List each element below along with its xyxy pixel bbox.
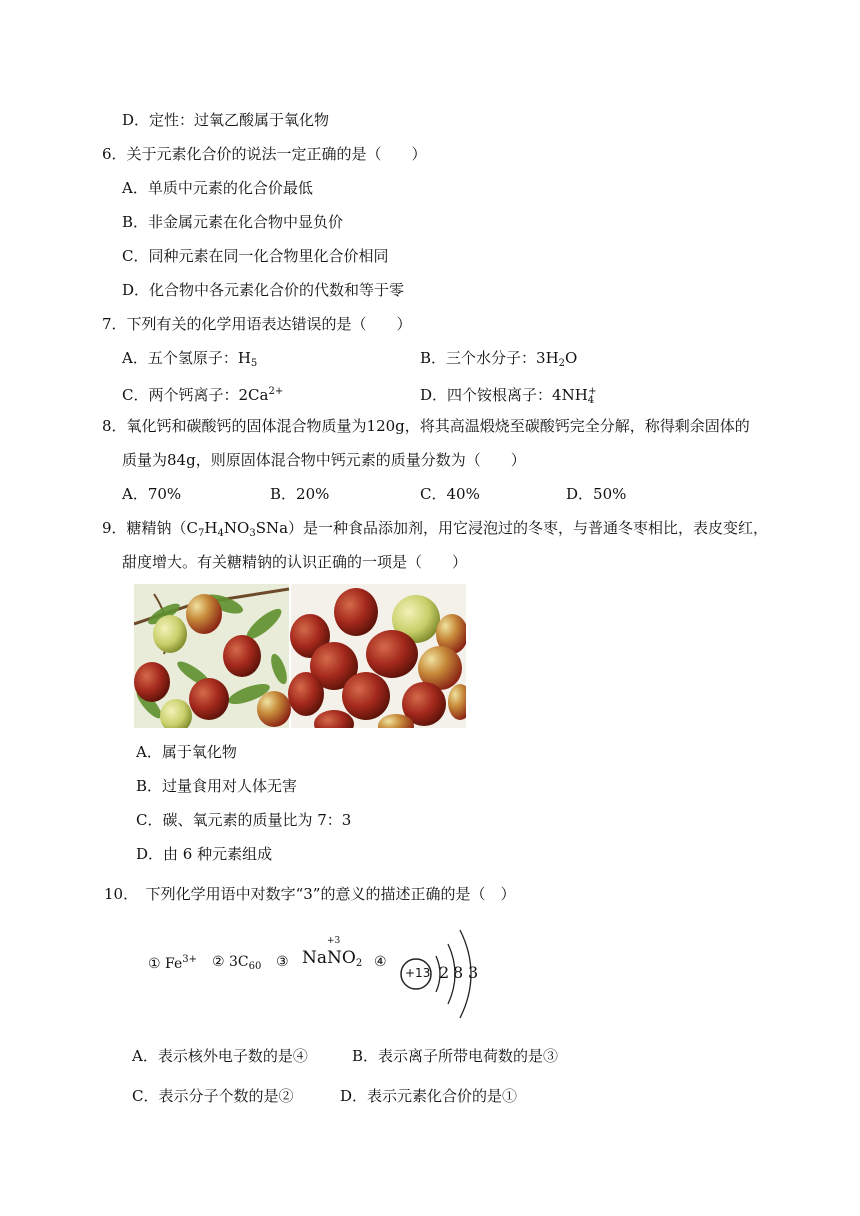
q10-option-d: D．表示元素化合价的是①: [340, 1087, 518, 1105]
shell-2-electrons: 8: [453, 963, 464, 982]
q5-option-d: D．定性：过氧乙酸属于氧化物: [122, 111, 330, 129]
q7-option-d: D．四个铵根离子：$4NH_4^+$: [420, 386, 597, 406]
q9-option-d: D．由 6 种元素组成: [136, 845, 273, 863]
q6-option-b: B．非金属元素在化合物中显负价: [122, 213, 344, 231]
q10-symbol-4-marker: ④: [374, 954, 387, 970]
q6-option-c: C．同种元素在同一化合物里化合价相同: [122, 247, 389, 265]
jujube-photo: [134, 584, 466, 728]
q9-stem-line2: 甜度增大。有关糖精钠的认识正确的一项是（ ）: [122, 553, 468, 571]
q10-option-a: A．表示核外电子数的是④: [132, 1047, 308, 1065]
q8-option-c: C．40%: [420, 485, 480, 503]
q7-option-b: B．三个水分子：$3H_2O$: [420, 349, 578, 369]
q7-stem: 7．下列有关的化学用语表达错误的是（ ）: [102, 315, 412, 333]
q10-option-c: C．表示分子个数的是②: [132, 1087, 294, 1105]
q9-option-b: B．过量食用对人体无害: [136, 777, 298, 795]
q8-option-a: A．70%: [122, 485, 182, 503]
q9-option-c: C．碳、氧元素的质量比为 7：3: [136, 811, 352, 829]
nitrogen-valence: +3: [327, 936, 341, 946]
shell-3-electrons: 3: [468, 963, 479, 982]
q7-option-a: A．五个氢原子：$H_5$: [122, 349, 258, 369]
q8-option-b: B．20%: [270, 485, 330, 503]
q9-stem-line1: 9．糖精钠$(C_7H_4NO_3SNa)$是一种食品添加剂，用它浸泡过的冬枣，与普通冬枣相比，表皮变红，: [102, 519, 769, 539]
shell-1-electrons: 2: [439, 963, 450, 982]
q10-stem: 10． 下列化学用语中对数字“3”的意义的描述正确的是（ ）: [104, 885, 516, 903]
q6-stem: 6．关于元素化合价的说法一定正确的是（ ）: [102, 145, 427, 163]
q10-symbol-1: ① $Fe^{3+}$: [148, 954, 197, 972]
aluminum-atom-structure-diagram: [398, 922, 488, 1022]
q10-symbol-2: ② $3C_{60}$: [212, 954, 262, 972]
q10-sodium-nitrite: Na +3 $NO_2$: [302, 936, 363, 969]
q10-symbol-3-marker: ③: [276, 954, 289, 970]
nucleus-charge: +13: [405, 966, 431, 980]
q6-option-a: A．单质中元素的化合价最低: [122, 179, 313, 197]
q8-option-d: D．50%: [566, 485, 627, 503]
q7-option-c: C．两个钙离子：$2Ca^{2+}$: [122, 386, 284, 404]
q6-option-d: D．化合物中各元素化合价的代数和等于零: [122, 281, 405, 299]
q10-option-b: B．表示离子所带电荷数的是③: [352, 1047, 559, 1065]
q8-stem-line2: 质量为84g，则原固体混合物中钙元素的质量分数为（ ）: [122, 451, 526, 469]
q9-option-a: A．属于氧化物: [136, 743, 237, 761]
q8-stem-line1: 8．氧化钙和碳酸钙的固体混合物质量为120g，将其高温煅烧至碳酸钙完全分解，称得剩余固体的: [102, 417, 750, 435]
